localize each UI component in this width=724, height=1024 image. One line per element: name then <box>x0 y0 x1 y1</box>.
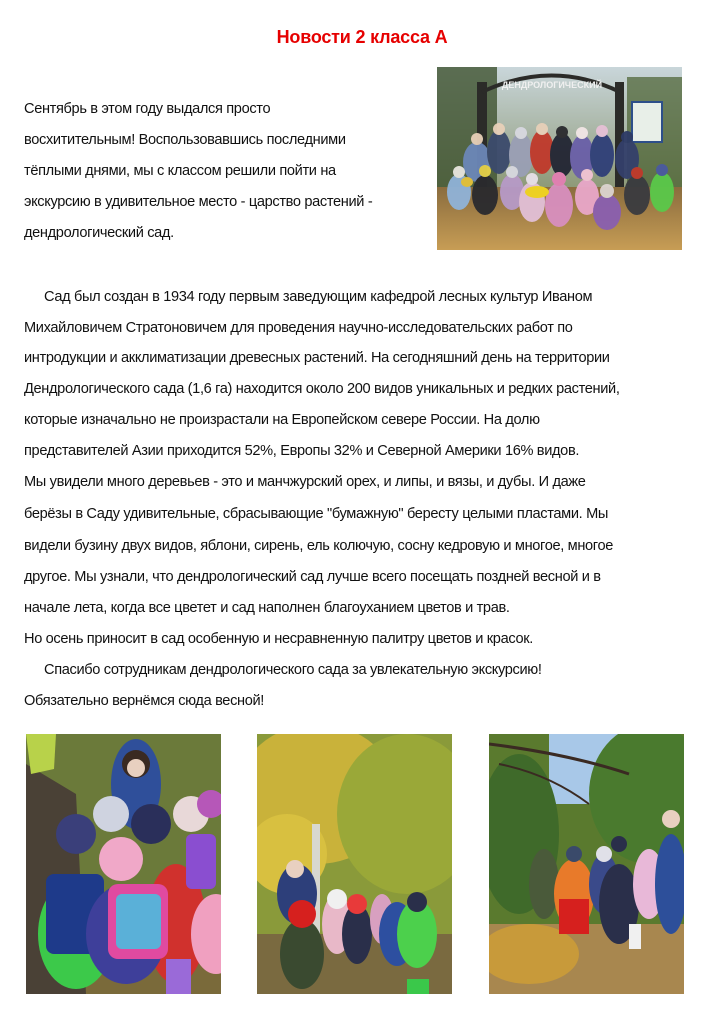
photo-group-on-path <box>489 734 684 994</box>
page-title: Новости 2 класса А <box>276 27 448 47</box>
body-line: начале лета, когда все цветет и сад наполнен благоуханием цветов и трав. <box>24 600 510 616</box>
photo-children-under-trees <box>257 734 452 994</box>
intro-line: экскурсию в удивительное место - царство растений - <box>24 194 373 210</box>
body-line: видели бузину двух видов, яблони, сирень, ель колючую, сосну кедровую и многое, многое <box>24 538 613 554</box>
photo-children-at-tree <box>26 734 221 994</box>
body-line: Но осень приносит в сад особенную и несравненную палитру цветов и красок. <box>24 631 533 647</box>
body-line: Сад был создан в 1934 году первым заведующим кафедрой лесных культур Иваном <box>44 289 593 305</box>
gate-sign-text: ДЕНДРОЛОГИЧЕСКИЙ <box>501 80 603 90</box>
intro-line: тёплыми днями, мы с классом решили пойти на <box>24 163 336 179</box>
intro-line: дендрологический сад. <box>24 225 174 241</box>
body-line: которые изначально не произрастали на Европейском севере России. На долю <box>24 412 540 428</box>
body-line: Спасибо сотрудникам дендрологического сада за увлекательную экскурсию! <box>44 662 542 678</box>
body-line: Дендрологического сада (1,6 га) находится около 200 видов уникальных и редких растений, <box>24 381 620 397</box>
body-line: представителей Азии приходится 52%, Европы 32% и Северной Америки 16% видов. <box>24 443 580 459</box>
body-line: другое. Мы узнали, что дендрологический сад лучше всего посещать поздней весной и в <box>24 569 601 585</box>
body-line: берёзы в Саду удивительные, сбрасывающие "бумажную" бересту целыми пластами. Мы <box>24 506 609 522</box>
group-photo-at-garden-gate <box>437 67 682 250</box>
body-line: интродукции и акклиматизации древесных растений. На сегодняшний день на территории <box>24 350 610 366</box>
body-line: Михайловичем Стратоновичем для проведения научно-исследовательских работ по <box>24 320 573 336</box>
body-line: Мы увидели много деревьев - это и манчжурский орех, и липы, и вязы, и дубы. И даже <box>24 474 586 490</box>
intro-line: Сентябрь в этом году выдался просто <box>24 101 271 117</box>
body-line: Обязательно вернёмся сюда весной! <box>24 693 265 709</box>
intro-line: восхитительным! Воспользовавшись последними <box>24 132 346 148</box>
